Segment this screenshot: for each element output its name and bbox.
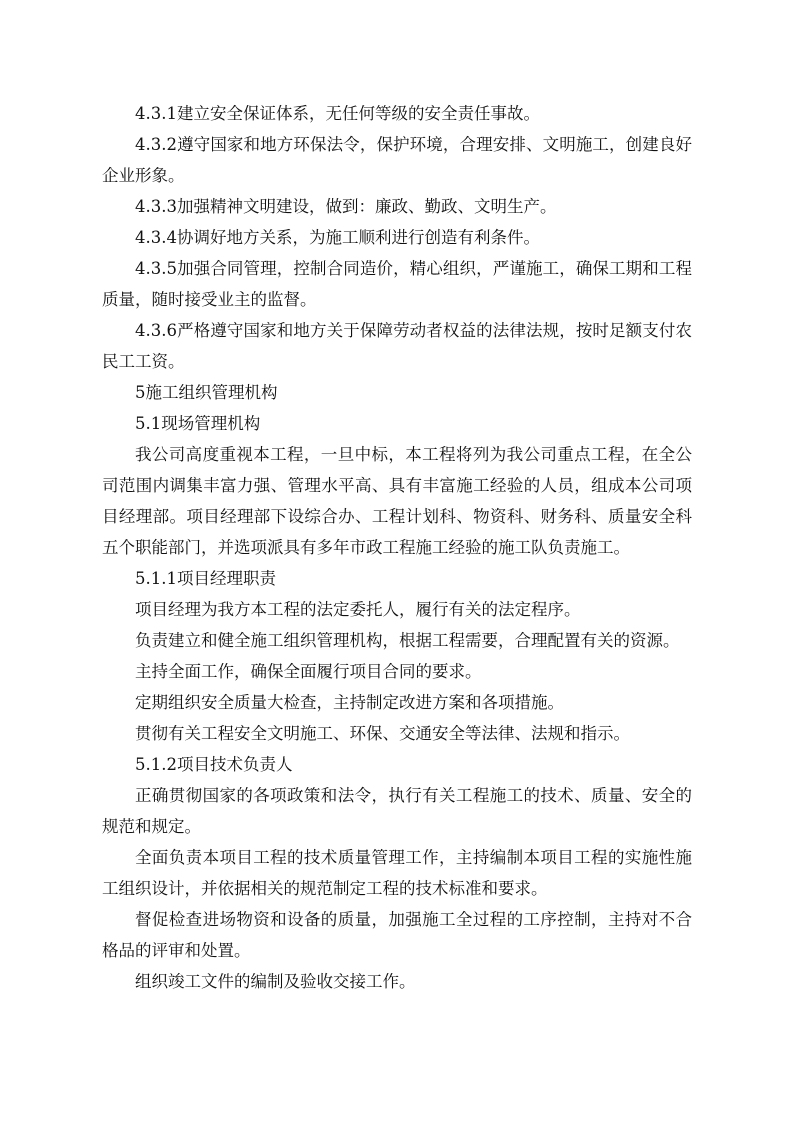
clause-4-3-1: 4.3.1建立安全保证体系，无任何等级的安全责任事故。 bbox=[135, 104, 540, 123]
site-management-paragraph: 我公司高度重视本工程，一旦中标，本工程将列为我公司重点工程，在全公司范围内调集丰富力强、管理水平高、具有丰富施工经验的人员，组成本公司项目经理部。项目经理部下设综合办、工程计划科、物资科、财务科、质量安全科五个职能部门，并选项派具有多年市政工程施工经验的施工队负责施工。 bbox=[102, 445, 692, 557]
tech-duty-3: 督促检查进场物资和设备的质量，加强施工全过程的工序控制，主持对不合格品的评审和处置。 bbox=[102, 910, 692, 960]
tech-duty-1: 正确贯彻国家的各项政策和法令，执行有关工程施工的技术、质量、安全的规范和规定。 bbox=[102, 786, 692, 836]
clause-4-3-3: 4.3.3加强精神文明建设，做到：廉政、勤政、文明生产。 bbox=[135, 197, 557, 216]
pm-duty-1: 项目经理为我方本工程的法定委托人，履行有关的法定程序。 bbox=[135, 600, 581, 619]
section-heading-5-1-2: 5.1.2项目技术负责人 bbox=[135, 755, 293, 774]
section-heading-5-1: 5.1现场管理机构 bbox=[135, 414, 261, 433]
clause-4-3-2: 4.3.2遵守国家和地方环保法令，保护环境，合理安排、文明施工，创建良好企业形象。 bbox=[102, 135, 692, 185]
clause-4-3-6: 4.3.6严格遵守国家和地方关于保障劳动者权益的法律法规，按时足额支付农民工工资。 bbox=[102, 321, 692, 371]
pm-duty-2: 负责建立和健全施工组织管理机构，根据工程需要，合理配置有关的资源。 bbox=[135, 631, 680, 650]
section-heading-5: 5施工组织管理机构 bbox=[135, 383, 278, 402]
document-body bbox=[102, 98, 692, 997]
tech-duty-2: 全面负责本项目工程的技术质量管理工作，主持编制本项目工程的实施性施工组织设计，并依据相关的规范制定工程的技术标准和要求。 bbox=[102, 848, 692, 898]
clause-4-3-5: 4.3.5加强合同管理，控制合同造价，精心组织，严谨施工，确保工期和工程质量，随时接受业主的监督。 bbox=[102, 259, 692, 309]
tech-duty-4: 组织竣工文件的编制及验收交接工作。 bbox=[135, 972, 416, 991]
pm-duty-4: 定期组织安全质量大检查，主持制定改进方案和各项措施。 bbox=[135, 693, 564, 712]
pm-duty-5: 贯彻有关工程安全文明施工、环保、交通安全等法律、法规和指示。 bbox=[135, 724, 630, 743]
section-heading-5-1-1: 5.1.1项目经理职责 bbox=[135, 569, 276, 588]
pm-duty-3: 主持全面工作，确保全面履行项目合同的要求。 bbox=[135, 662, 482, 681]
clause-4-3-4: 4.3.4协调好地方关系，为施工顺利进行创造有利条件。 bbox=[135, 228, 540, 247]
